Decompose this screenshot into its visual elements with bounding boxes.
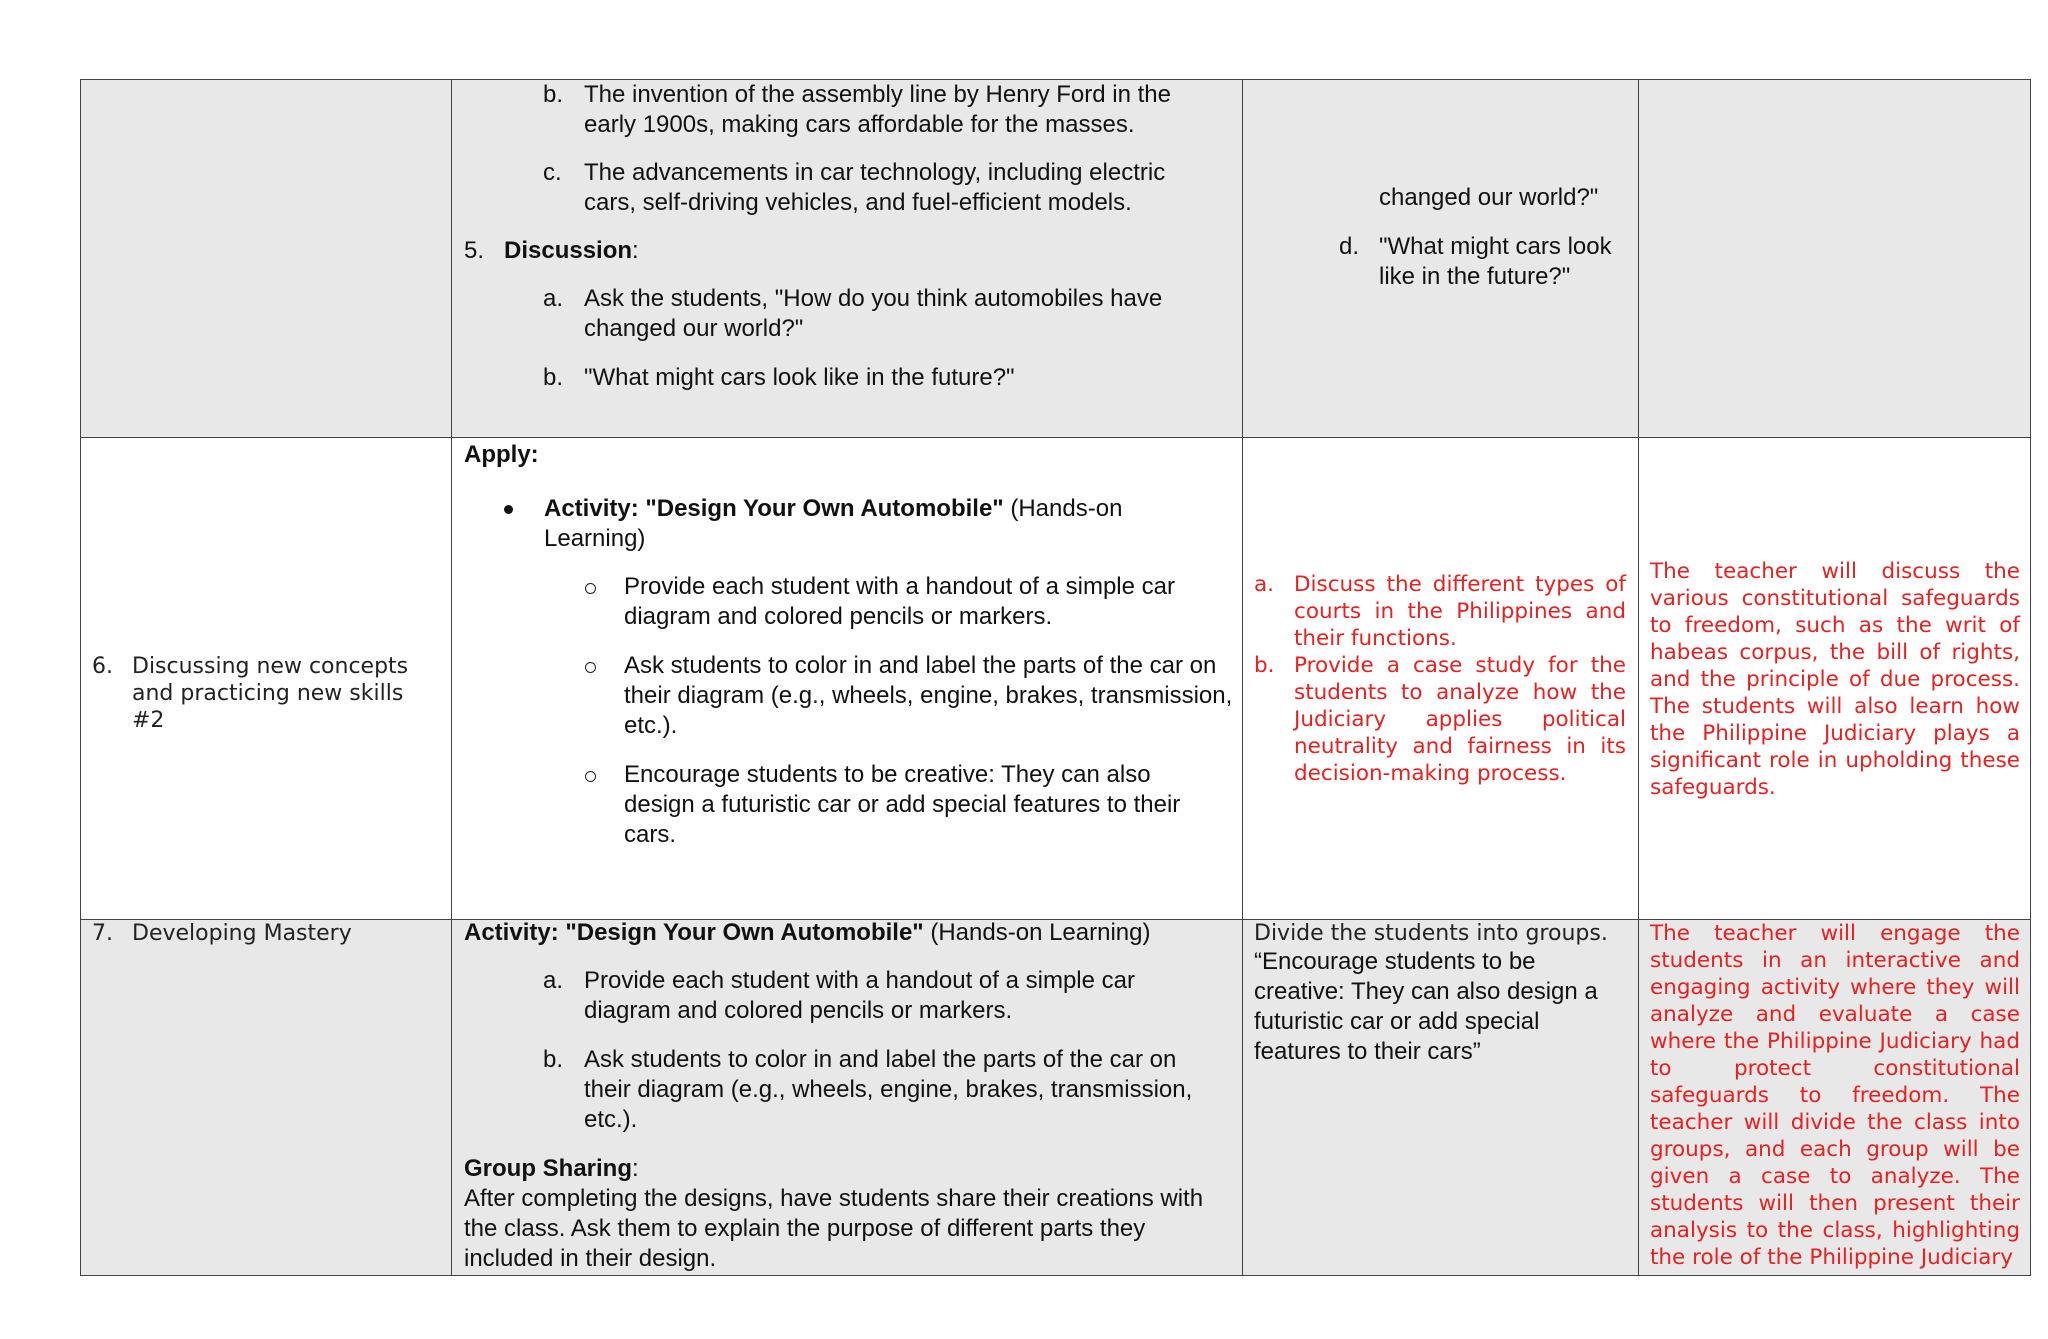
item-c-text: The advancements in car technology, including electric cars, self-driving vehicles, and fuel-efficient models. <box>584 159 1166 216</box>
group-sharing-heading <box>464 1154 639 1184</box>
row6-col4-text: The teacher will discuss the various constitutional safeguards to freedom, such as the writ of habeas corpus, the bill of rights, and the principle of due process. The students will also learn how the Philippine Judiciary plays a significant role in upholding these safeguards. <box>1650 559 2020 800</box>
col3-d-text: "What might cars look like in the future?" <box>1379 233 1612 290</box>
row7-activity-title: Activity: "Design Your Own Automobile" <box>464 919 924 946</box>
row7-col1 <box>80 919 453 1276</box>
row-prev-col4 <box>1638 79 2031 439</box>
apply-title: Apply: <box>464 441 539 468</box>
question-b-text: "What might cars look like in the future?" <box>584 364 1015 391</box>
col3-d-marker: d. <box>1339 233 1360 260</box>
question-b-marker: b. <box>543 364 564 391</box>
item-b-marker: b. <box>543 81 564 108</box>
sub-bullet-icon <box>585 662 596 673</box>
row6-sub-item-1: Provide each student with a handout of a simple car diagram and colored pencils or markers. <box>624 573 1175 630</box>
sub-bullet-icon <box>585 583 596 594</box>
row6-activity-title: Activity: "Design Your Own Automobile" <box>544 495 1004 522</box>
row-prev-col1 <box>80 79 453 439</box>
row7-col3-quote: “Encourage students to be creative: They can also design a futuristic car or add special features to their cars” <box>1254 948 1598 1065</box>
row7-col3-instruction: Divide the students into groups. <box>1254 921 1608 946</box>
row7-col4-text: The teacher will engage the students in an interactive and engaging activity where they will analyze and evaluate a case where the Philippine Judiciary had to protect constitutional safeguards to freedom. The teacher will divide the class into groups, and each group will be given a case to analyze. The students will then present their analysis to the class, highlighting the role of the Philippine Judiciary <box>1650 921 2020 1270</box>
col3-continued-text: changed our world?" <box>1379 184 1599 211</box>
group-sharing-text: After completing the designs, have students share their creations with the class. Ask them to explain the purpose of different parts they included in their design. <box>464 1185 1204 1272</box>
row6-col3-a-text: Discuss the different types of courts in the Philippines and their functions. <box>1294 572 1626 651</box>
bullet-icon <box>504 505 513 514</box>
discussion-colon: : <box>632 237 639 264</box>
sub-bullet-icon <box>585 771 596 782</box>
row7-item-a-marker: a. <box>543 967 564 994</box>
row6-sub-item-2: Ask students to color in and label the parts of the car on their diagram (e.g., wheels, engine, brakes, transmission, etc.). <box>624 652 1233 739</box>
discussion-title: Discussion <box>504 237 633 264</box>
question-a-marker: a. <box>543 285 564 312</box>
question-a-text: Ask the students, "How do you think automobiles have changed our world?" <box>584 285 1163 342</box>
row7-number: 7. <box>92 921 113 946</box>
row6-col3-b-text: Provide a case study for the students to analyze how the Judiciary applies political neutrality and fairness in its decision-making process. <box>1294 653 1626 786</box>
row6-activity-suffix: (Hands-on Learning) <box>544 495 1123 552</box>
row6-sub-item-3: Encourage students to be creative: They can also design a futuristic car or add special features to their cars. <box>624 761 1181 848</box>
row7-item-a-text: Provide each student with a handout of a simple car diagram and colored pencils or markers. <box>584 967 1135 1024</box>
row6-label: Discussing new concepts and practicing new skills #2 <box>132 654 409 733</box>
item-c-marker: c. <box>543 159 562 186</box>
row7-label: Developing Mastery <box>132 921 352 946</box>
row6-activity <box>544 494 1184 554</box>
group-sharing-title: Group Sharing <box>464 1155 632 1182</box>
item-b-text: The invention of the assembly line by Henry Ford in the early 1900s, making cars affordable for the masses. <box>584 81 1171 138</box>
row6-col3-b-marker: b. <box>1254 653 1275 678</box>
row7-item-b-marker: b. <box>543 1046 564 1073</box>
discussion-heading <box>504 236 639 266</box>
discussion-number: 5. <box>464 237 485 264</box>
row6-number: 6. <box>92 654 113 679</box>
group-sharing-colon: : <box>632 1155 639 1182</box>
row7-activity <box>464 918 1234 948</box>
row7-activity-suffix: (Hands-on Learning) <box>923 919 1151 946</box>
row7-item-b-text: Ask students to color in and label the parts of the car on their diagram (e.g., wheels, engine, brakes, transmission, etc.). <box>584 1046 1193 1133</box>
row6-col3-a-marker: a. <box>1254 572 1275 597</box>
